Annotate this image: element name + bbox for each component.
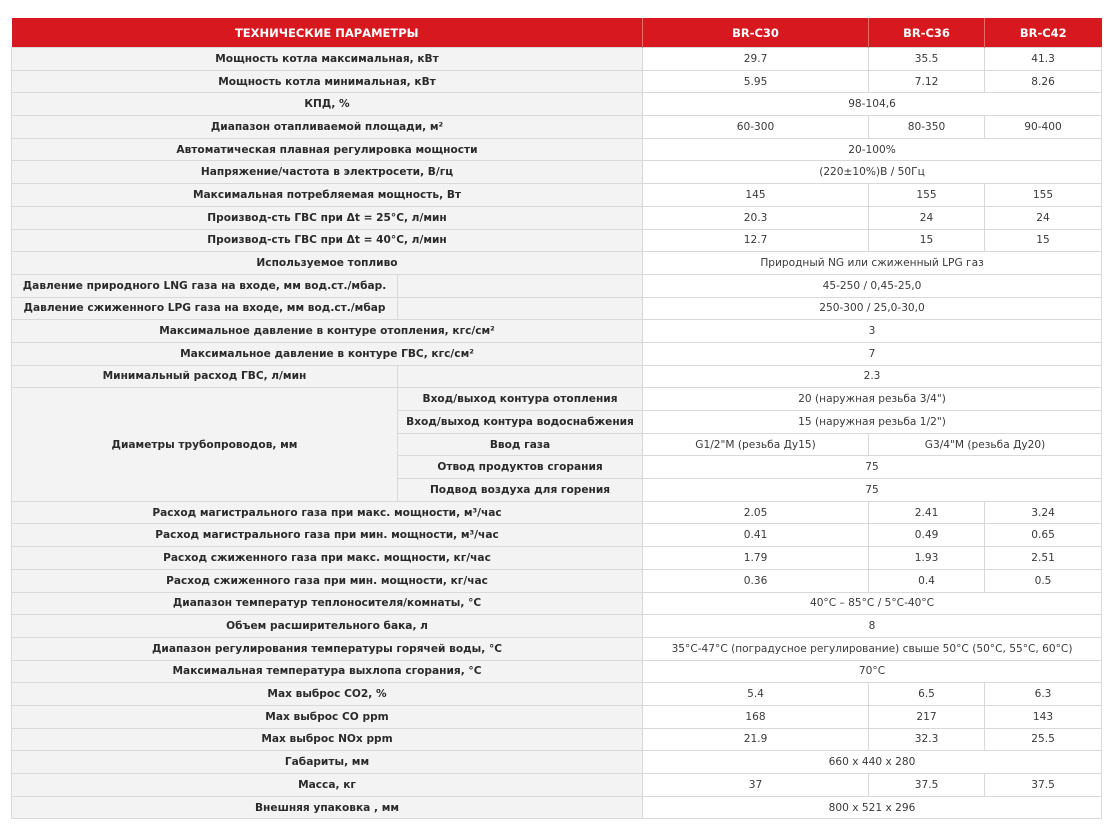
cell-value: 75 [643, 479, 1102, 502]
row-label-blank [398, 365, 643, 388]
cell-value: Природный NG или сжиженный LPG газ [643, 252, 1102, 275]
cell-value: 37.5 [985, 774, 1102, 797]
cell-value: 45-250 / 0,45-25,0 [643, 274, 1102, 297]
cell-value: 6.5 [869, 683, 985, 706]
table-row [12, 320, 1102, 343]
table-row [12, 184, 1102, 207]
cell-value: 40°С – 85°С / 5°С-40°С [643, 592, 1102, 615]
cell-value: 60-300 [643, 116, 869, 139]
cell-value: 168 [643, 705, 869, 728]
table-row [12, 524, 1102, 547]
table-row [12, 569, 1102, 592]
header-row [12, 18, 1102, 48]
row-label: Габариты, мм [12, 751, 643, 774]
table-row [12, 138, 1102, 161]
row-label: Расход сжиженного газа при макс. мощности, кг/час [12, 547, 643, 570]
table-row [12, 592, 1102, 615]
cell-value: 5.95 [643, 70, 869, 93]
header-model-br-c42: BR-C42 [985, 18, 1102, 48]
cell-value: 24 [985, 206, 1102, 229]
row-label-pipes: Диаметры трубопроводов, мм [12, 388, 398, 501]
row-label: Внешняя упаковка , мм [12, 796, 643, 819]
cell-value: 0.41 [643, 524, 869, 547]
row-label: Диапазон регулирования температуры горячей воды, °С [12, 637, 643, 660]
cell-value: 20-100% [643, 138, 1102, 161]
cell-value: (220±10%)В / 50Гц [643, 161, 1102, 184]
table-row [12, 48, 1102, 71]
cell-value: 12.7 [643, 229, 869, 252]
table-row [12, 229, 1102, 252]
cell-value: 660 x 440 x 280 [643, 751, 1102, 774]
cell-value: 6.3 [985, 683, 1102, 706]
table-row [12, 388, 1102, 411]
cell-value: 1.79 [643, 547, 869, 570]
table-row [12, 547, 1102, 570]
cell-value: G1/2"M (резьба Ду15) [643, 433, 869, 456]
cell-value: 20 (наружная резьба 3/4") [643, 388, 1102, 411]
cell-value: 2.05 [643, 501, 869, 524]
cell-value: 250-300 / 25,0-30,0 [643, 297, 1102, 320]
cell-value: 8 [643, 615, 1102, 638]
table-row [12, 751, 1102, 774]
spec-table-container [11, 18, 1101, 819]
cell-value: 15 [869, 229, 985, 252]
row-label: Используемое топливо [12, 252, 643, 275]
sub-label: Отвод продуктов сгорания [398, 456, 643, 479]
cell-value: 2.41 [869, 501, 985, 524]
row-label: Давление сжиженного LPG газа на входе, мм вод.ст./мбар [12, 297, 398, 320]
sub-label: Вход/выход контура водоснабжения [398, 411, 643, 434]
table-row [12, 206, 1102, 229]
cell-value: 0.36 [643, 569, 869, 592]
cell-value: 15 [985, 229, 1102, 252]
cell-value: 35.5 [869, 48, 985, 71]
row-label: Напряжение/частота в электросети, В/гц [12, 161, 643, 184]
table-row [12, 796, 1102, 819]
cell-value: 155 [985, 184, 1102, 207]
row-label-blank [398, 297, 643, 320]
row-label: Расход магистрального газа при мин. мощности, м³/час [12, 524, 643, 547]
table-row [12, 70, 1102, 93]
table-row [12, 342, 1102, 365]
technical-specs-table [11, 18, 1102, 819]
header-model-br-c36: BR-C36 [869, 18, 985, 48]
table-row [12, 161, 1102, 184]
table-row [12, 637, 1102, 660]
row-label: Масса, кг [12, 774, 643, 797]
header-model-br-c30: BR-C30 [643, 18, 869, 48]
cell-value: 80-350 [869, 116, 985, 139]
cell-value: G3/4"M (резьба Ду20) [869, 433, 1102, 456]
cell-value: 5.4 [643, 683, 869, 706]
cell-value: 145 [643, 184, 869, 207]
sub-label: Подвод воздуха для горения [398, 479, 643, 502]
row-label: Максимальная потребляемая мощность, Вт [12, 184, 643, 207]
table-row [12, 660, 1102, 683]
cell-value: 37.5 [869, 774, 985, 797]
cell-value: 1.93 [869, 547, 985, 570]
row-label: Мощность котла минимальная, кВт [12, 70, 643, 93]
row-label-blank [398, 274, 643, 297]
row-label: Max выброс CO ppm [12, 705, 643, 728]
row-label: Максимальное давление в контуре ГВС, кгс/см² [12, 342, 643, 365]
table-row [12, 683, 1102, 706]
cell-value: 143 [985, 705, 1102, 728]
row-label: Автоматическая плавная регулировка мощности [12, 138, 643, 161]
cell-value: 8.26 [985, 70, 1102, 93]
cell-value: 29.7 [643, 48, 869, 71]
cell-value: 37 [643, 774, 869, 797]
cell-value: 75 [643, 456, 1102, 479]
cell-value: 7.12 [869, 70, 985, 93]
cell-value: 35°С-47°С (поградусное регулирование) свыше 50°С (50°С, 55°С, 60°С) [643, 637, 1102, 660]
table-row [12, 252, 1102, 275]
cell-value: 7 [643, 342, 1102, 365]
row-label: Мощность котла максимальная, кВт [12, 48, 643, 71]
row-label: Расход магистрального газа при макс. мощности, м³/час [12, 501, 643, 524]
table-row [12, 615, 1102, 638]
cell-value: 32.3 [869, 728, 985, 751]
row-label: Max выброс CO2, % [12, 683, 643, 706]
cell-value: 3 [643, 320, 1102, 343]
cell-value: 2.51 [985, 547, 1102, 570]
cell-value: 98-104,6 [643, 93, 1102, 116]
table-row [12, 93, 1102, 116]
header-param-title: ТЕХНИЧЕСКИЕ ПАРАМЕТРЫ [12, 18, 643, 48]
cell-value: 21.9 [643, 728, 869, 751]
row-label: Диапазон отапливаемой площади, м² [12, 116, 643, 139]
cell-value: 0.5 [985, 569, 1102, 592]
table-row [12, 297, 1102, 320]
sub-label: Вход/выход контура отопления [398, 388, 643, 411]
table-row [12, 274, 1102, 297]
row-label: Максимальная температура выхлопа сгорания, °С [12, 660, 643, 683]
cell-value: 41.3 [985, 48, 1102, 71]
row-label: Расход сжиженного газа при мин. мощности, кг/час [12, 569, 643, 592]
row-label: Объем расширительного бака, л [12, 615, 643, 638]
table-row [12, 116, 1102, 139]
table-row [12, 501, 1102, 524]
table-row [12, 365, 1102, 388]
row-label: Давление природного LNG газа на входе, мм вод.ст./мбар. [12, 274, 398, 297]
cell-value: 3.24 [985, 501, 1102, 524]
cell-value: 90-400 [985, 116, 1102, 139]
cell-value: 25.5 [985, 728, 1102, 751]
cell-value: 155 [869, 184, 985, 207]
row-label: КПД, % [12, 93, 643, 116]
cell-value: 217 [869, 705, 985, 728]
row-label: Производ-сть ГВС при Δt = 25°С, л/мин [12, 206, 643, 229]
row-label: Производ-сть ГВС при Δt = 40°С, л/мин [12, 229, 643, 252]
cell-value: 0.65 [985, 524, 1102, 547]
cell-value: 20.3 [643, 206, 869, 229]
sub-label: Ввод газа [398, 433, 643, 456]
cell-value: 2.3 [643, 365, 1102, 388]
table-row [12, 705, 1102, 728]
cell-value: 800 x 521 x 296 [643, 796, 1102, 819]
cell-value: 24 [869, 206, 985, 229]
cell-value: 70°С [643, 660, 1102, 683]
table-row [12, 728, 1102, 751]
cell-value: 0.49 [869, 524, 985, 547]
row-label: Max выброс NOx ppm [12, 728, 643, 751]
row-label: Максимальное давление в контуре отопления, кгс/см² [12, 320, 643, 343]
table-row [12, 774, 1102, 797]
cell-value: 0.4 [869, 569, 985, 592]
row-label: Диапазон температур теплоносителя/комнаты, °С [12, 592, 643, 615]
cell-value: 15 (наружная резьба 1/2") [643, 411, 1102, 434]
row-label: Минимальный расход ГВС, л/мин [12, 365, 398, 388]
